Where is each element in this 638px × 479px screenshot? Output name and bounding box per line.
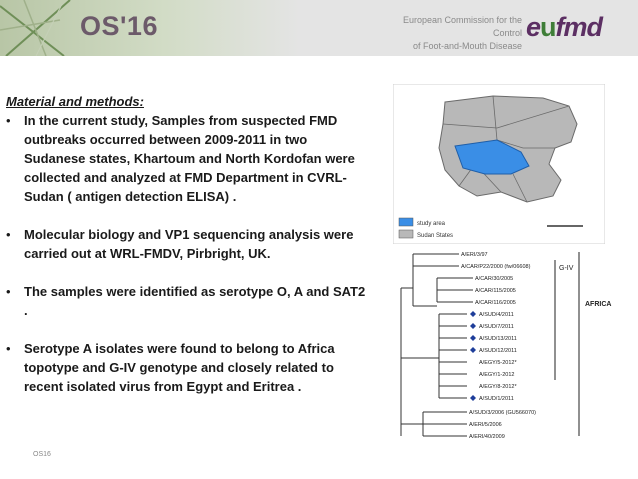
tree-leaf-label: A/CAR/30/2005 bbox=[475, 276, 514, 282]
tree-leaf-label: A/SUD/12/2011 bbox=[479, 348, 517, 354]
bullet-text: In the current study, Samples from suspected FMD outbreaks occurred between 2009-2011 in two Sudanese states, Khartoum and North Kordofan were collected and analyzed at FMD Department in CVRL-Sudan ( antigen detection ELISA) . bbox=[24, 113, 355, 204]
logo-u: u bbox=[540, 12, 556, 42]
legend-states-label: Sudan States bbox=[417, 233, 454, 239]
tree-leaf-label: A/SUD/7/2011 bbox=[479, 324, 514, 330]
bullet-item bbox=[6, 339, 366, 396]
diamond-marker-icon bbox=[470, 323, 476, 329]
phylogenetic-tree-svg bbox=[393, 248, 623, 440]
diamond-marker-icon bbox=[470, 395, 476, 401]
tree-leaf-label: A/EGY/5-2012* bbox=[479, 360, 517, 366]
legend-study-swatch bbox=[399, 218, 413, 226]
commission-name bbox=[402, 14, 522, 53]
bullet-text: The samples were identified as serotype O, A and SAT2 . bbox=[24, 284, 366, 318]
tree-leaf-label: A/ERI/40/2009 bbox=[469, 434, 505, 440]
commission-line-2: of Foot-and-Mouth Disease bbox=[412, 41, 522, 51]
logo-fmd: fmd bbox=[555, 12, 603, 42]
legend-study-label: study area bbox=[417, 221, 446, 227]
bullet-dot: • bbox=[6, 113, 11, 128]
sudan-map-svg bbox=[393, 84, 605, 244]
methods-heading: Material and methods: bbox=[6, 94, 144, 109]
tree-leaf-label: A/EGY/1-2012 bbox=[479, 372, 515, 378]
genotype-label: G-IV bbox=[559, 265, 574, 272]
tree-leaf-label: A/CAR/116/2005 bbox=[475, 300, 516, 306]
bullet-item bbox=[6, 282, 366, 320]
diamond-marker-icon bbox=[470, 311, 476, 317]
diamond-marker-icon bbox=[470, 347, 476, 353]
bullet-item bbox=[6, 225, 366, 263]
diamond-marker-icon bbox=[470, 335, 476, 341]
tree-leaf-label: A/SUD/13/2011 bbox=[479, 336, 517, 342]
bullet-item bbox=[6, 111, 366, 206]
conference-title: OS'16 bbox=[80, 11, 158, 41]
tree-leaf-label: A/SUD/1/2011 bbox=[479, 396, 514, 402]
tree-leaf-label: A/SUD/3/2006 (GU566070) bbox=[469, 410, 536, 416]
tree-leaf-label: A/SUD/4/2011 bbox=[479, 312, 514, 318]
tree-leaf-label: A/ERI/5/2006 bbox=[469, 422, 502, 428]
commission-line-1: European Commission for the Control bbox=[402, 15, 522, 38]
bullet-text: Molecular biology and VP1 sequencing analysis were carried out at WRL-FMDV, Pirbright, UK. bbox=[24, 227, 354, 261]
region-label: AFRICA bbox=[585, 301, 612, 308]
bullet-dot: • bbox=[6, 284, 11, 299]
footer-label: OS16 bbox=[33, 451, 51, 458]
slide-header bbox=[0, 0, 638, 56]
tree-leaf-label: A/EGY/8-2012* bbox=[479, 384, 517, 390]
tree-leaf-label: A/ERI/3/97 bbox=[461, 252, 488, 258]
sudan-map bbox=[393, 84, 605, 244]
eufmd-logo bbox=[526, 12, 602, 43]
bullet-text: Serotype A isolates were found to belong to Africa topotype and G-IV genotype and closely related to recent isolated virus from Egypt and Eritrea . bbox=[24, 341, 335, 394]
tree-leaf-label: A/CAR/P22/2000 (fw/06608) bbox=[461, 264, 531, 270]
bullet-dot: • bbox=[6, 341, 11, 356]
bullet-dot: • bbox=[6, 227, 11, 242]
tree-leaf-label: A/CAR/115/2005 bbox=[475, 288, 516, 294]
methods-text bbox=[6, 92, 366, 396]
logo-e: e bbox=[526, 12, 541, 42]
legend-states-swatch bbox=[399, 230, 413, 238]
phylogenetic-tree bbox=[393, 248, 623, 440]
